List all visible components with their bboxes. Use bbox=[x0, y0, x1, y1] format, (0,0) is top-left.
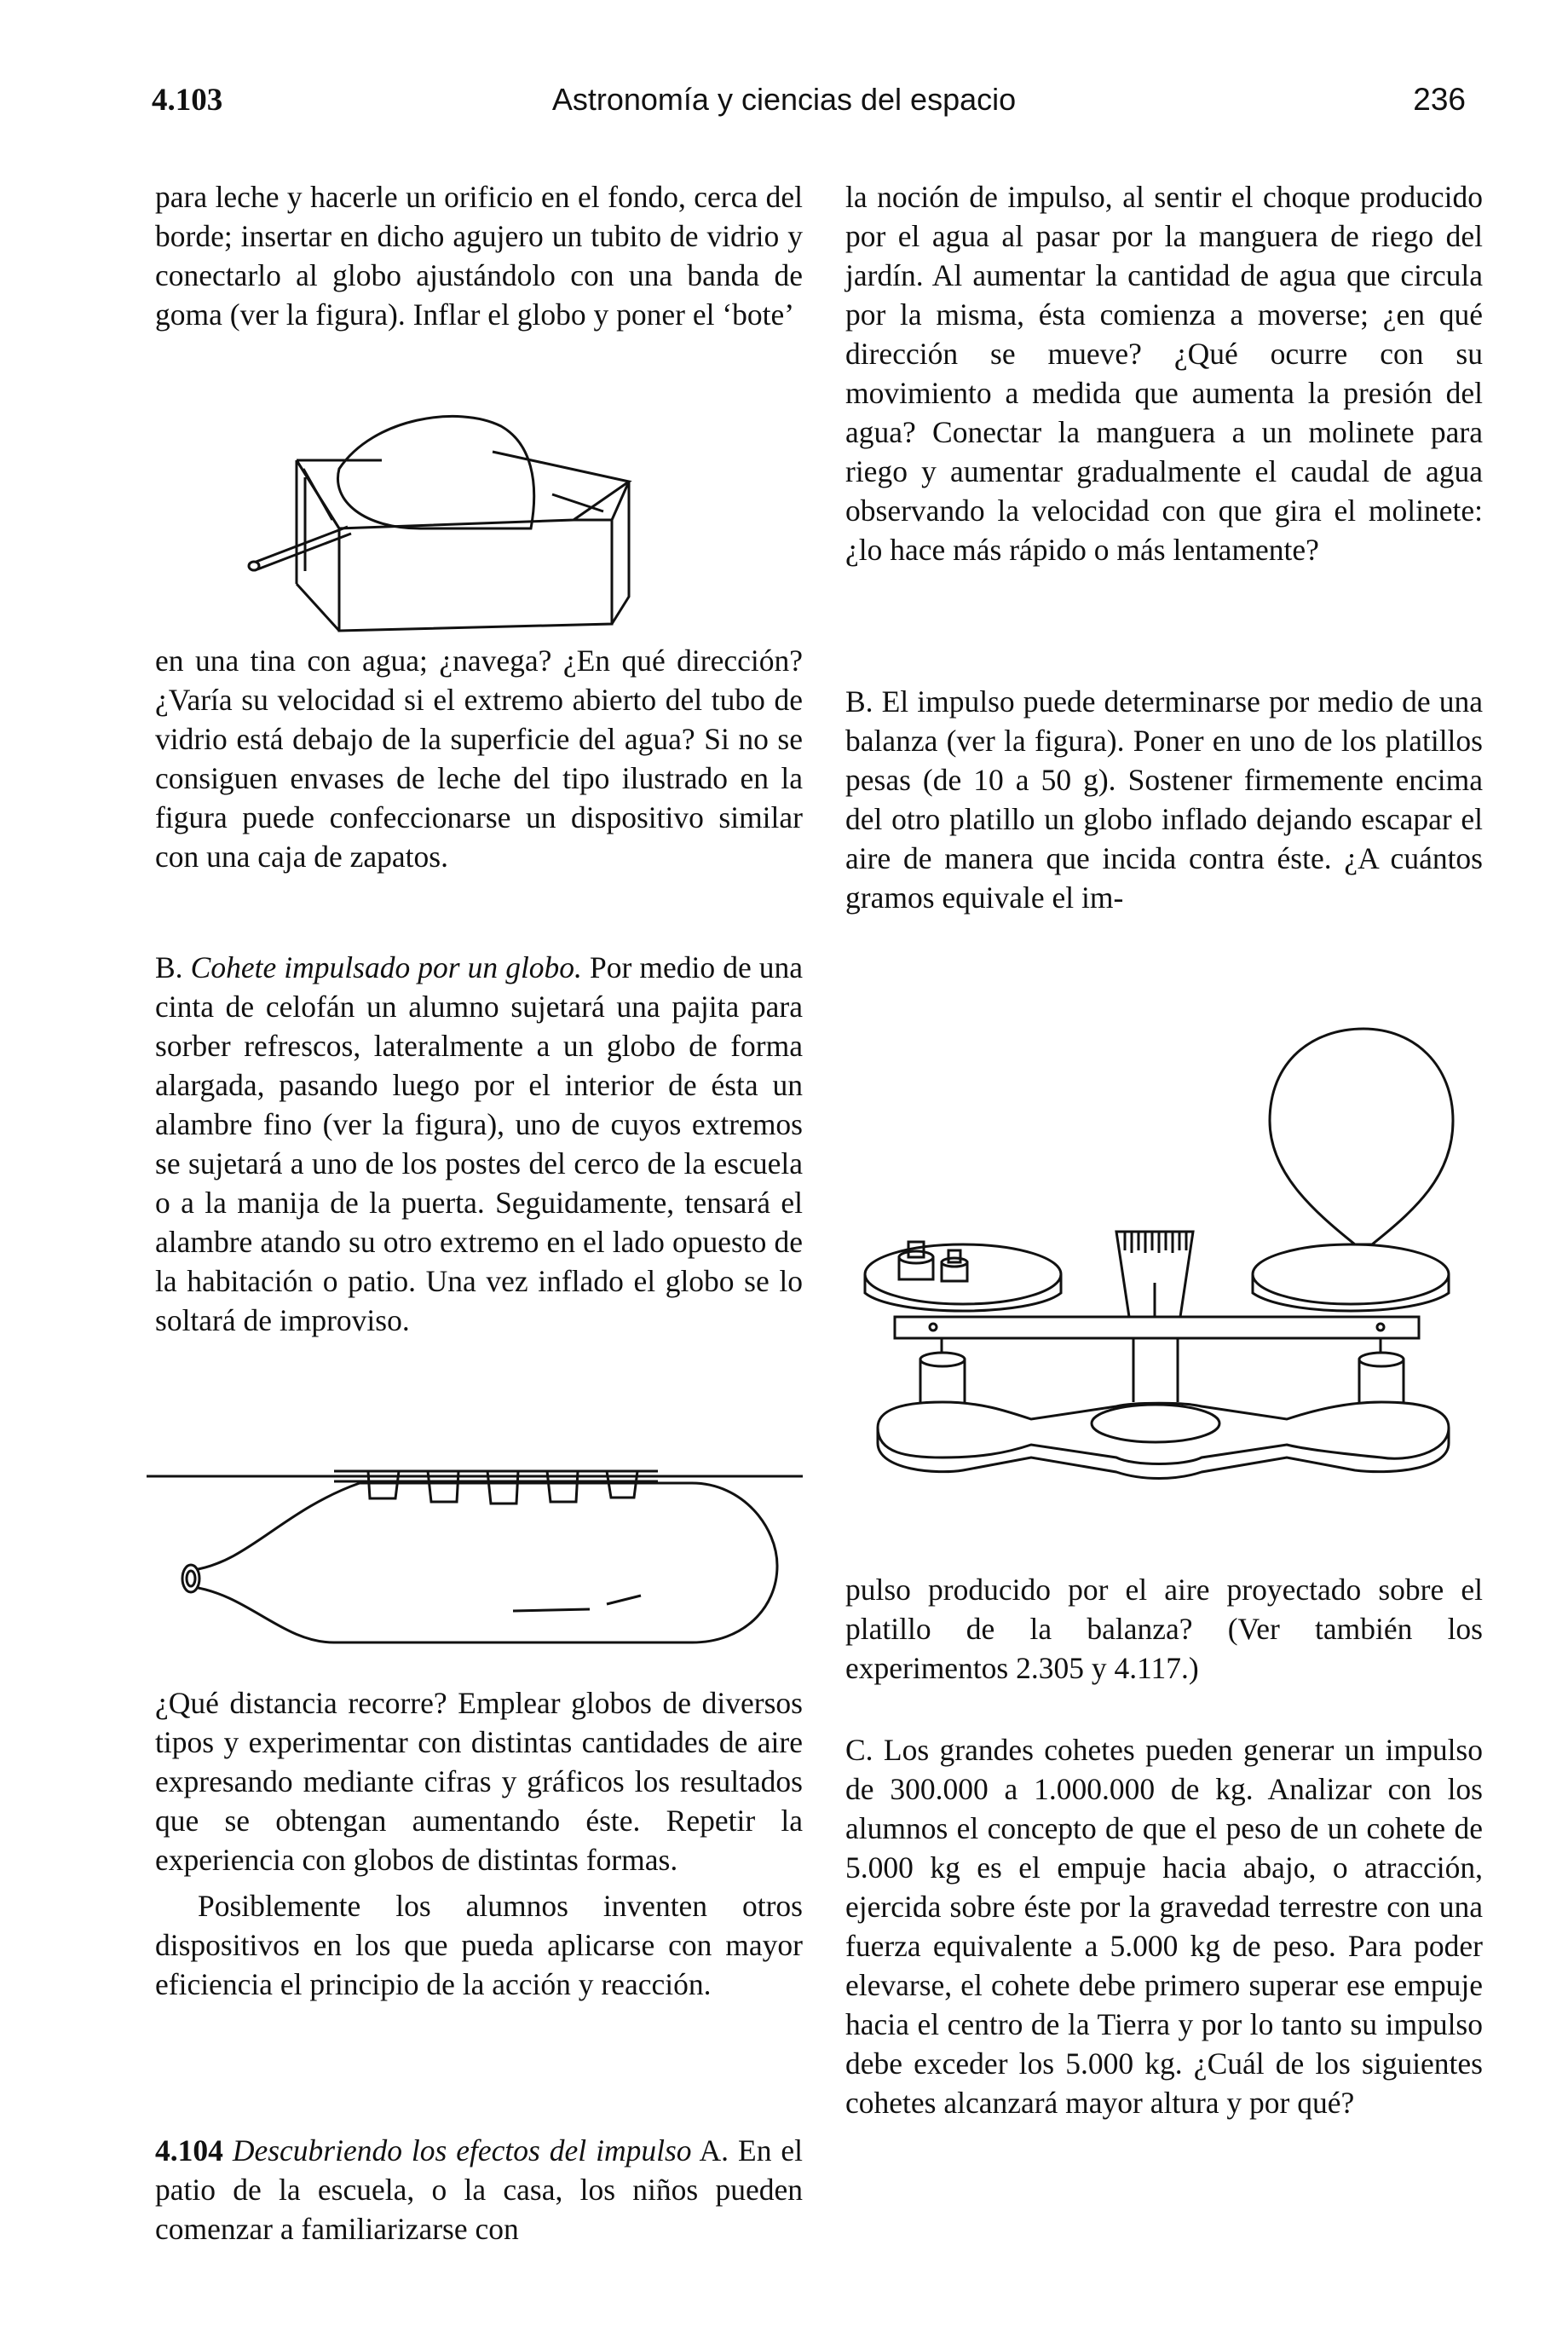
subheading-cohete: Cohete impulsado por un globo. bbox=[190, 950, 582, 984]
left-paragraph-2: en una tina con agua; ¿navega? ¿En qué dirección? ¿Varía su velocidad si el extremo abierto del tubo de vidrio está debajo de la superficie del agua? Si no se consiguen envases de leche del tipo ilustrado en la figura puede confeccionarse un dispositivo similar con una caja de zapatos. bbox=[155, 644, 803, 874]
balloon-rocket-illustration bbox=[147, 1459, 811, 1664]
section-number: 4.103 bbox=[152, 83, 223, 118]
paragraph-3-text: Por medio de una cinta de celofán un alumno sujetará una pajita para sorber refrescos, lateralmente a un globo de forma alargada, pasando luego por el interior de ésta un alambre fino (ver la figura), uno de cuyos extremos se sujetará a uno de los postes del cerco de la escuela o a la manija de la puerta. Seguidamente, tensará el alambre atando su otro extremo en el lado opuesto de la habitación o patio. Una vez inflado el globo se lo soltará de improviso. bbox=[155, 950, 804, 1337]
section-4-104-title: Descubriendo los efectos del impulso bbox=[232, 2133, 692, 2167]
right-paragraph-2: B. El impulso puede determinarse por medio de una balanza (ver la figura). Poner en uno de los platillos pesas (de 10 a 50 g). Sostener firmemente encima del otro platillo un globo inflado dejando escapar el aire de manera que incida contra éste. ¿A cuántos gramos equivale el im- bbox=[845, 684, 1483, 915]
left-paragraph-3 bbox=[155, 948, 803, 1340]
left-paragraph-1: para leche y hacerle un orificio en el fondo, cerca del borde; insertar en dicho agujero un tubito de vidrio y conectarlo al globo ajustándolo con una banda de goma (ver la figura). Inflar el globo y poner el ‘bote’ bbox=[155, 180, 803, 332]
right-paragraph-1: la noción de impulso, al sentir el choque producido por el agua al pasar por la manguera de riego del jardín. Al aumentar la cantidad de agua que circula por la misma, ésta comienza a moverse; ¿en qué dirección se mueve? ¿Qué ocurre con su movimiento a medida que aumenta la presión del agua? Conectar la manguera a un molinete para riego y aumentar gradualmente el caudal de agua observando la velocidad con que gira el molinete: ¿lo hace más rápido o más lentamente? bbox=[845, 180, 1483, 567]
left-paragraph-5: Posiblemente los alumnos inventen otros dispositivos en los que pueda aplicarse con mayor eficiencia el principio de la acción y reacción. bbox=[155, 1889, 803, 2001]
right-paragraph-3: pulso producido por el aire proyectado sobre el platillo de la balanza? (Ver también los experimentos 2.305 y 4.117.) bbox=[845, 1573, 1483, 1685]
section-4-104-text: A. En el patio de la escuela, o la casa, los niños pueden comenzar a familiarizarse con bbox=[155, 2133, 804, 2246]
balance-illustration bbox=[861, 1027, 1457, 1487]
balloon-boat-illustration bbox=[237, 401, 680, 656]
left-paragraph-4: ¿Qué distancia recorre? Emplear globos de diversos tipos y experimentar con distintas cantidades de aire expresando mediante cifras y gráficos los resultados que se obtengan aumentando éste. Repetir la experiencia con globos de distintas formas. bbox=[155, 1686, 803, 1877]
item-label-b: B. bbox=[155, 950, 183, 984]
section-4-104-number: 4.104 bbox=[155, 2133, 223, 2167]
left-paragraph-6 bbox=[155, 2131, 803, 2248]
page-number: 236 bbox=[1413, 82, 1466, 117]
right-paragraph-4: C. Los grandes cohetes pueden generar un impulso de 300.000 a 1.000.000 de kg. Analizar con los alumnos el concepto de que el peso de un cohete de 5.000 kg es el empuje hacia abajo, o atracción, ejercida sobre éste por la gravedad terrestre con una fuerza equivalente a 5.000 kg de peso. Para poder elevarse, el cohete debe primero superar ese empuje hacia el centro de la Tierra y por lo tanto su impulso debe exceder los 5.000 kg. ¿Cuál de los siguientes cohetes alcanzará mayor altura y por qué? bbox=[845, 1733, 1483, 2120]
running-title: Astronomía y ciencias del espacio bbox=[551, 82, 1017, 117]
